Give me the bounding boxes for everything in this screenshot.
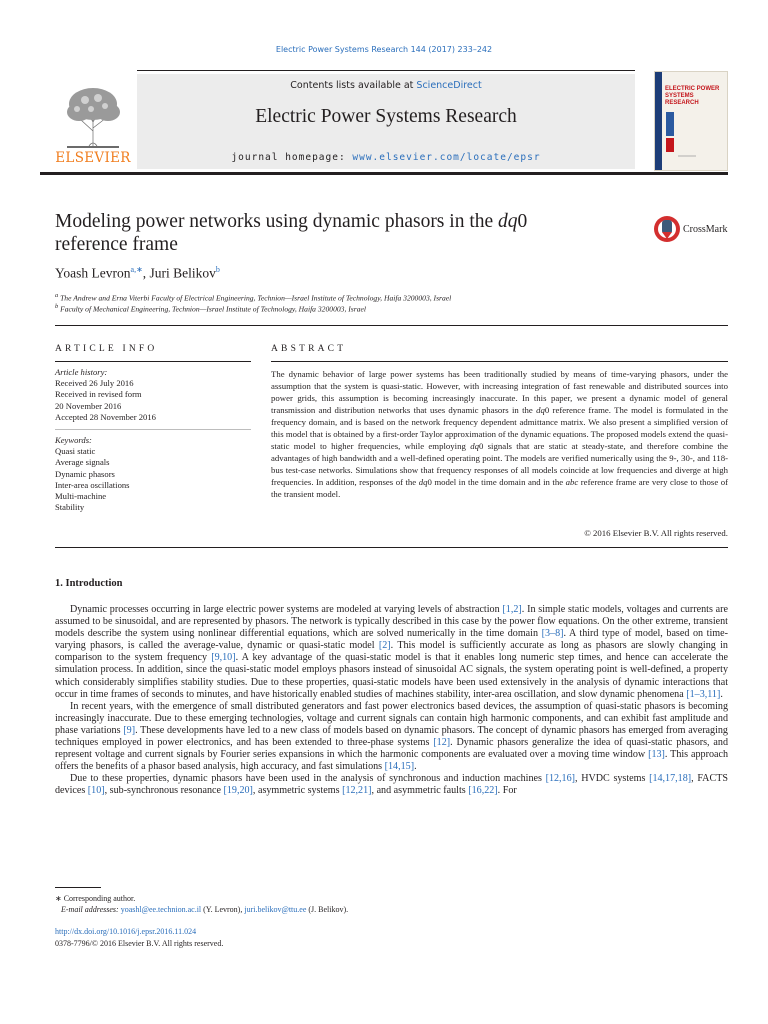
abstract-copyright: © 2016 Elsevier B.V. All rights reserved. xyxy=(584,528,728,538)
cover-stripe xyxy=(655,72,662,171)
citation-link[interactable]: [2] xyxy=(378,640,391,652)
intro-paragraph xyxy=(55,701,728,774)
abstract-segment: reference frame are very close to those of the transient model. xyxy=(271,477,728,500)
paragraph-text: . In simple static models, voltages and currents are assumed to be sinusoidal, and are represented by phasors. The network is typically described in this case by the power flow equations. On the other extreme, transient models describe the system using nonlinear differential equations, which are solved numerically in the time domain xyxy=(55,604,728,640)
abstract-italic: dq xyxy=(470,441,479,452)
keyword-item: Dynamic phasors xyxy=(55,468,115,479)
author-levron-affil[interactable]: a,∗ xyxy=(130,265,143,274)
cover-title-line-2: SYSTEMS RESEARCH xyxy=(665,93,699,106)
abstract-segment: The dynamic behavior of large power systems has been traditionally studied by means of time-varying phasors, under the assumption that the system is quasi-static. However, with increasing integration of fast renewable and distributed sources into power grids, this assumption is becoming increasingly inaccurate. In this paper, we present a dynamic model of general transmission and distribution networks that uses dynamic phasors in the xyxy=(271,369,728,416)
affiliation-a xyxy=(55,292,451,303)
email-name-belikov: (J. Belikov). xyxy=(306,905,349,914)
abstract-segment: 0 reference frame. The model is formulated in the frequency domain, and is based on the network frequency dependent admittance matrix. We also present a simplified version of this model that is obtained by a first-order Taylor approximation of the dynamic equations. The proposed models extend the quasi-static model to higher frequencies, while employing xyxy=(271,405,728,452)
paragraph-text: . These developments have led to a new class of models based on dynamic phasors. The concept of dynamic phasors has emerged from averaging techniques employed in power electronics, and has been extended to three-phase systems xyxy=(55,724,728,749)
citation-link[interactable]: [19,20] xyxy=(223,785,253,797)
citation-link[interactable]: [9,10] xyxy=(211,652,236,664)
crossmark-label[interactable]: CrossMark xyxy=(683,224,728,235)
paragraph-text: . This approach offers the benefits of a phasor based analysis, high accuracy, and fast simulations xyxy=(55,749,728,773)
paragraph-text: . xyxy=(414,761,417,773)
keyword-item: Average signals xyxy=(55,457,110,468)
section-heading-introduction: 1. Introduction xyxy=(55,578,123,589)
title-part-1: Modeling power networks using dynamic phasors in the xyxy=(55,211,499,232)
info-separator xyxy=(55,429,251,430)
abstract-body xyxy=(271,368,728,501)
citation-link[interactable]: [12] xyxy=(433,737,451,749)
citation-link[interactable]: [10] xyxy=(87,785,105,797)
abstract-italic: abc xyxy=(565,477,579,488)
author-belikov: Juri Belikov xyxy=(149,265,216,281)
citation-link[interactable]: [3–8] xyxy=(541,628,564,640)
keyword-item: Inter-area oscillations xyxy=(55,479,130,490)
sciencedirect-link[interactable]: ScienceDirect xyxy=(416,80,482,91)
citation-link[interactable]: [13] xyxy=(648,749,665,761)
cover-title xyxy=(665,86,727,107)
article-info-rule xyxy=(55,361,251,362)
email-addresses-note xyxy=(55,905,348,914)
history-label: Article history: xyxy=(55,367,108,377)
introduction-body xyxy=(55,604,728,798)
abstract-italic: dq xyxy=(536,405,545,416)
footnote-mark: ∗ xyxy=(55,894,62,903)
abstract-segment: 0 signals that are static at steady-state, and therefore combine the advantages of high bandwidth and a well-defined operating point. The models are verified numerically using the 9-, 30-, and 118-bus test-case networks. Simulations show that frequency responses of all models coincide at low frequencies and diverge at high frequencies. In addition, responses of the xyxy=(271,441,729,488)
paragraph-text: , sub-synchronous resonance xyxy=(104,785,224,797)
corresponding-author-note xyxy=(55,894,135,903)
paragraph-text: . For xyxy=(497,785,517,797)
abstract-heading: ABSTRACT xyxy=(271,344,347,354)
article-info-heading: ARTICLE INFO xyxy=(55,344,158,354)
citation-link[interactable]: [9] xyxy=(123,724,136,736)
abstract-italic: dq xyxy=(418,477,428,488)
revised-label: Received in revised form xyxy=(55,389,142,400)
masthead-top-rule xyxy=(137,70,635,71)
title-line-2: reference frame xyxy=(55,234,178,255)
citation-link[interactable]: [12,21] xyxy=(342,785,372,797)
affiliation-b-text: Faculty of Mechanical Engineering, Technion—Israel Institute of Technology, Haifa 3200003, Israel xyxy=(60,304,366,314)
email-link-belikov[interactable]: juri.belikov@ttu.ee xyxy=(244,905,307,914)
intro-paragraph xyxy=(55,773,728,797)
abstract-rule xyxy=(271,361,728,362)
keyword-item: Stability xyxy=(55,502,85,513)
citation-link[interactable]: [14,17,18] xyxy=(649,773,692,785)
masthead-bottom-rule xyxy=(40,172,728,175)
paragraph-text: . Dynamic phasors generalize the idea of quasi-static phasors, and represent voltage and current signals by Fourier series expansions in which the harmonic components are evaluated over a moving time window xyxy=(55,737,728,761)
paragraph-text: In recent years, with the emergence of small distributed generators and fast power electronics based devices, the assumption of quasi-static phasors is becoming increasingly inaccurate. Due to these emerging technologies, voltage and current signals can contain high harmonic components, and can exhibit fast amplitude and phase variations xyxy=(55,700,728,736)
citation-link[interactable]: [1,2] xyxy=(502,604,522,615)
corresponding-author-text: Corresponding author. xyxy=(63,894,136,903)
paragraph-text: , asymmetric systems xyxy=(252,785,343,797)
title-part-2: 0 xyxy=(517,211,528,232)
citation-link[interactable]: [16,22] xyxy=(468,785,498,797)
journal-homepage-link[interactable]: www.elsevier.com/locate/epsr xyxy=(352,152,541,163)
email-name-levron: (Y. Levron), xyxy=(201,905,245,914)
citation-link[interactable]: [1–3,11] xyxy=(686,688,721,700)
issn-copyright-line: 0378-7796/© 2016 Elsevier B.V. All rights reserved. xyxy=(55,939,224,948)
paragraph-text: . xyxy=(720,688,723,700)
author-levron: Yoash Levron xyxy=(55,265,131,281)
article-title xyxy=(55,210,615,256)
footnote-rule xyxy=(55,887,101,888)
received-date: Received 26 July 2016 xyxy=(55,378,134,389)
affiliation-a-text: The Andrew and Erna Viterbi Faculty of Electrical Engineering, Technion—Israel Institute of Technology, Haifa 3200003, Israel xyxy=(60,293,452,303)
journal-citation-link[interactable]: Electric Power Systems Research 144 (2017) 233–242 xyxy=(275,45,493,54)
author-list xyxy=(55,265,220,282)
title-italic-dq: dq xyxy=(498,211,518,232)
paragraph-text: . A third type of model, based on time-varying phasors, is called the average-value, dynamic or quasi-static model xyxy=(55,628,728,652)
email-link-levron[interactable]: yoashl@ee.technion.ac.il xyxy=(120,905,202,914)
abstract-bottom-rule xyxy=(55,547,728,548)
citation-link[interactable]: [14,15] xyxy=(384,761,415,773)
abstract-segment: 0 model in the time domain and in the xyxy=(427,477,566,488)
cover-title-line-1: ELECTRIC POWER xyxy=(665,86,720,92)
homepage-prefix: journal homepage: xyxy=(231,152,353,163)
article-info-column xyxy=(55,367,251,513)
accepted-date: Accepted 28 November 2016 xyxy=(55,411,156,422)
affiliation-b-mark: b xyxy=(55,303,59,310)
contents-available-line xyxy=(137,80,635,91)
keyword-item: Multi-machine xyxy=(55,491,107,502)
paragraph-text: Dynamic processes occurring in large electric power systems are modeled at varying levels of abstraction xyxy=(70,604,503,615)
contents-prefix: Contents lists available at xyxy=(290,80,417,91)
paragraph-text: . This model is sufficiently accurate as long as phasors are slowly changing in comparison to the system frequency xyxy=(55,640,728,664)
journal-cover-thumbnail[interactable] xyxy=(654,71,728,171)
paragraph-text: Due to these properties, dynamic phasors have been used in the analysis of synchronous and induction machines xyxy=(70,773,546,785)
doi-link[interactable]: http://dx.doi.org/10.1016/j.epsr.2016.11.024 xyxy=(55,927,197,936)
keywords-label: Keywords: xyxy=(55,435,92,446)
affiliation-a-mark: a xyxy=(55,292,59,299)
paragraph-text: , HVDC systems xyxy=(575,773,650,785)
affiliation-b xyxy=(55,303,366,314)
citation-link[interactable]: [12,16] xyxy=(545,773,576,785)
email-label: E-mail addresses: xyxy=(61,905,119,914)
journal-title: Electric Power Systems Research xyxy=(255,106,517,127)
author-separator: , xyxy=(142,265,150,281)
paragraph-text: . A key advantage of the quasi-static model is that it enables long numeric step times, and hence can accelerate the simulation process. In addition, since the quasi-static model employs phasors instead of sinusoidal AC signals, the system operating point is well-defined, a property which considerably simplifies stability studies. Due to these properties, quasi-static models have been used extensively in the analysis of dynamic interactions that occur in time frames of seconds to minutes, and have historically enabled studies of machines stability, inter-area oscillation, and slow dynamic phenomena xyxy=(55,652,728,700)
paragraph-text: , and asymmetric faults xyxy=(371,785,469,797)
affiliation-rule xyxy=(55,325,728,326)
elsevier-wordmark: ELSEVIER xyxy=(55,150,131,166)
intro-paragraph xyxy=(55,604,728,701)
author-belikov-affil[interactable]: b xyxy=(215,265,220,274)
keyword-item: Quasi static xyxy=(55,446,96,457)
journal-homepage-line xyxy=(137,152,635,163)
paragraph-text: , FACTS devices xyxy=(55,773,728,797)
revised-date: 20 November 2016 xyxy=(55,400,122,411)
cover-artwork xyxy=(666,110,722,160)
